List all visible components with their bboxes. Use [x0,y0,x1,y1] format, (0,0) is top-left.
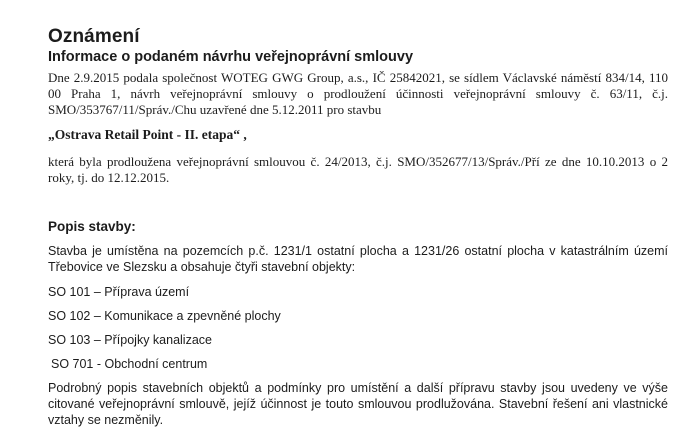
document-page [48,26,668,428]
building-object-item: SO 101 – Příprava území [48,285,190,299]
document-subtitle: Informace o podaném návrhu veřejnoprávní smlouvy [48,49,414,65]
location-paragraph: Stavba je umístěna na pozemcích p.č. 1231/1 ostatní plocha a 1231/26 ostatní plocha v katastrálním území Třebovice ve Slezsku a obsahuje čtyři stavební objekty: [48,244,668,274]
building-object-item: SO 102 – Komunikace a zpevněné plochy [48,309,281,323]
document-title: Oznámení [48,26,140,47]
extension-paragraph: která byla prodloužena veřejnoprávní smlouvou č. 24/2013, č.j. SMO/352677/13/Správ./Pří ze dne 10.10.2013 o 2 roky, tj. do 12.12.2015. [48,154,668,185]
building-objects-list [48,284,668,372]
intro-paragraph: Dne 2.9.2015 podala společnost WOTEG GWG Group, a.s., IČ 25842021, se sídlem Václavské náměstí 834/14, 110 00 Praha 1, návrh veřejnoprávní smlouvy o prodloužení účinnosti veřejnoprávní smlouvy č. 63/11, č.j. SMO/353767/11/Správ./Chu uzavřené dne 5.12.2011 pro stavbu [48,70,668,117]
building-object-item: SO 701 - Obchodní centrum [51,357,208,371]
project-name: „Ostrava Retail Point - II. etapa“ , [48,127,247,142]
closing-paragraph: Podrobný popis stavebních objektů a podmínky pro umístění a další přípravu stavby jsou uvedeny ve výše citované veřejnoprávní smlouvě, jejíž účinnost je touto smlouvou prodlužována. Stavební řešení ani vlastnické vztahy se nezměnily. [48,381,668,427]
building-object-item: SO 103 – Přípojky kanalizace [48,333,212,347]
section-heading-popis-stavby: Popis stavby: [48,219,136,234]
